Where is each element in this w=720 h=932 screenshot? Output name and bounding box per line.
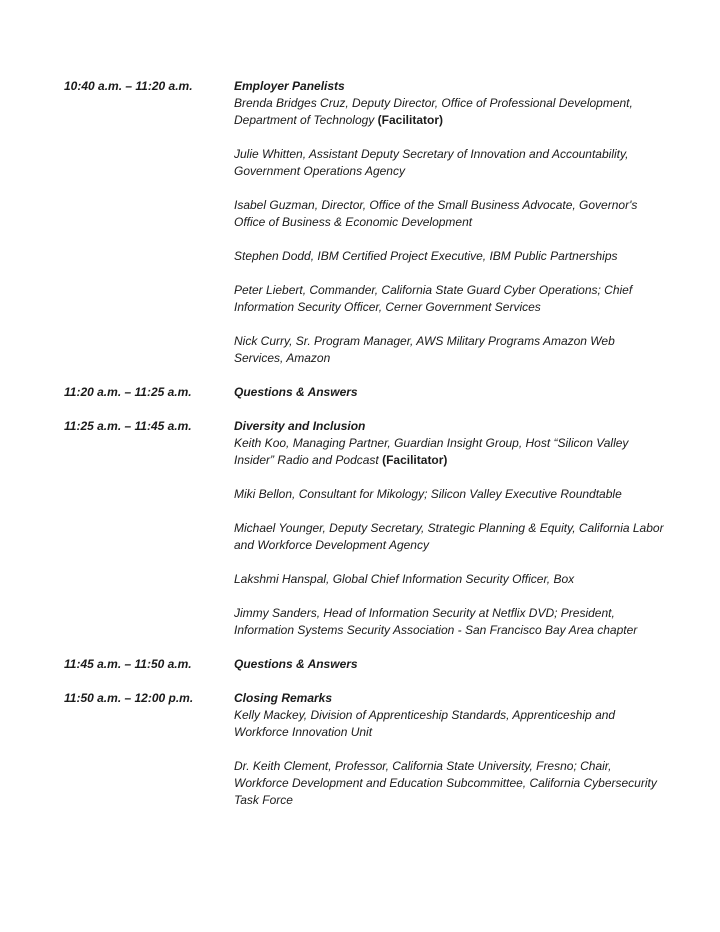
session-title: Employer Panelists — [234, 79, 345, 93]
facilitator-label: (Facilitator) — [377, 113, 443, 127]
session-time: 11:50 a.m. – 12:00 p.m. — [64, 691, 194, 705]
panelist-entry: Michael Younger, Deputy Secretary, Strategic Planning & Equity, California Labor and Workforce Development Agency — [234, 521, 664, 552]
panelist-entry — [234, 95, 666, 129]
panelist-text: Brenda Bridges Cruz, Deputy Director, Office of Professional Development, Department of Technology — [234, 96, 633, 127]
session-title: Questions & Answers — [234, 385, 358, 399]
panelist-entry — [234, 435, 666, 469]
panelist-text: Keith Koo, Managing Partner, Guardian Insight Group, Host “Silicon Valley Insider” Radio and Podcast — [234, 436, 629, 467]
session-body — [234, 78, 666, 367]
session-employer-panelists — [0, 78, 720, 367]
session-body — [234, 418, 666, 639]
session-body — [234, 690, 666, 809]
session-questions-answers-1 — [0, 384, 720, 401]
agenda-page — [0, 78, 720, 826]
session-time: 10:40 a.m. – 11:20 a.m. — [64, 79, 193, 93]
session-diversity-inclusion — [0, 418, 720, 639]
panelist-entry: Miki Bellon, Consultant for Mikology; Silicon Valley Executive Roundtable — [234, 487, 622, 501]
session-time: 11:20 a.m. – 11:25 a.m. — [64, 385, 192, 399]
session-title: Questions & Answers — [234, 657, 358, 671]
panelist-entry: Stephen Dodd, IBM Certified Project Executive, IBM Public Partnerships — [234, 249, 618, 263]
panelist-entry: Lakshmi Hanspal, Global Chief Information Security Officer, Box — [234, 572, 575, 586]
panelist-entry: Julie Whitten, Assistant Deputy Secretary of Innovation and Accountability, Government Operations Agency — [234, 147, 629, 178]
session-body — [234, 384, 666, 401]
session-closing-remarks — [0, 690, 720, 809]
facilitator-label: (Facilitator) — [382, 453, 448, 467]
panelist-entry: Kelly Mackey, Division of Apprenticeship Standards, Apprenticeship and Workforce Innovation Unit — [234, 708, 616, 739]
panelist-entry: Peter Liebert, Commander, California State Guard Cyber Operations; Chief Information Security Officer, Cerner Government Services — [234, 283, 633, 314]
session-questions-answers-2 — [0, 656, 720, 673]
panelist-entry: Nick Curry, Sr. Program Manager, AWS Military Programs Amazon Web Services, Amazon — [234, 334, 615, 365]
session-title: Diversity and Inclusion — [234, 419, 366, 433]
session-time: 11:45 a.m. – 11:50 a.m. — [64, 657, 192, 671]
panelist-entry: Jimmy Sanders, Head of Information Security at Netflix DVD; President, Information Systems Security Association - San Francisco Bay Area chapter — [234, 606, 638, 637]
session-body — [234, 656, 666, 673]
session-title: Closing Remarks — [234, 691, 333, 705]
panelist-entry: Isabel Guzman, Director, Office of the Small Business Advocate, Governor's Office of Business & Economic Development — [234, 198, 638, 229]
panelist-entry: Dr. Keith Clement, Professor, California State University, Fresno; Chair, Workforce Development and Education Subcommittee, California Cybersecurity Task Force — [234, 759, 657, 807]
session-time: 11:25 a.m. – 11:45 a.m. — [64, 419, 192, 433]
